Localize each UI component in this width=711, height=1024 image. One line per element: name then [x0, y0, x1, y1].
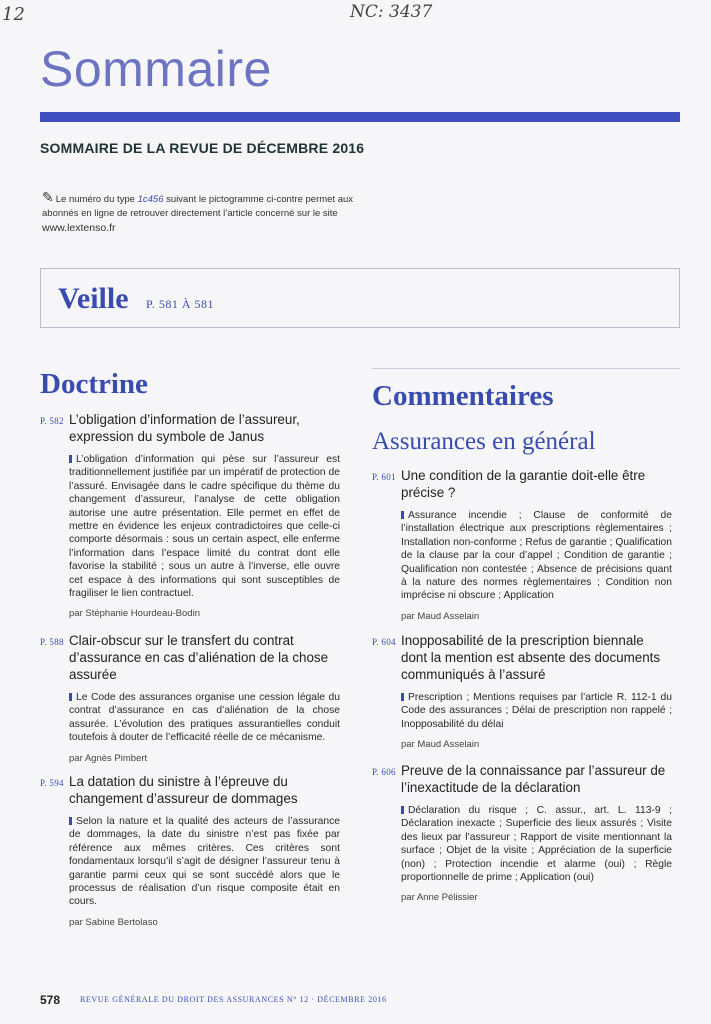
doctrine-entry[interactable]: [40, 411, 340, 619]
bullet-marker: [401, 693, 404, 701]
note-text-pre: Le numéro du type: [55, 194, 135, 205]
entry-headline: P. 588 Clair-obscur sur le transfert du contrat d’assurance en cas d’aliénation de la chose assurée: [40, 633, 329, 682]
pictogram-icon: ✎: [42, 189, 54, 205]
handwritten-corner-note: 12: [2, 4, 25, 25]
entry-page-ref: P. 582: [40, 416, 64, 426]
entry-author: par Sabine Bertolaso: [69, 916, 158, 928]
entry-headline: P. 582 L’obligation d’information de l’assureur, expression du symbole de Janus: [40, 412, 300, 444]
bullet-marker: [401, 806, 404, 814]
entry-page-ref: P. 594: [40, 778, 64, 788]
online-access-note: [42, 190, 372, 236]
commentaires-heading: Commentaires: [372, 380, 554, 412]
entry-summary: L’obligation d’information qui pèse sur l’assureur est traditionnellement justifiée par un impératif de protection de l’assuré. Envisagée dans le cadre spécifique du thème du changement d’assureur, l’analyse de cette obligation autorise une autre présentation. Elle permet en effet de mettre en évidence les enjeux contradictoires que celle-ci comporte désormais : sous un certain aspect, elle enferme l’information dans l’espace limité du contrat dont elle favorise la stabilité ; sous un autre à l’inverse, elle ouvre cet espace à des informations qui sont susceptibles de fragiliser le lien contractuel.: [69, 454, 340, 600]
entry-summary: Selon la nature et la qualité des acteurs de l’assurance de dommages, la date du sinistre n’est pas fixée par référence aux mêmes critères. Ces critères sont fondamentaux lorsqu’il s’agit de désigner l’assureur tenu à garantie parmi ceux qui se sont succédé alors que le processus de réalisation d’un risque composite était en cours.: [69, 816, 340, 908]
note-text-post: suivant le pictogramme ci-contre permet aux abonnés en ligne de retrouver directement l’article concerné sur le site: [42, 194, 354, 219]
entry-summary: Prescription ; Mentions requises par l’article R. 112-1 du Code des assurances ; Délai de prescription non rappelé ; Inopposabilité du délai: [401, 692, 672, 730]
entry-page-ref: P. 601: [372, 472, 396, 482]
commentaire-entry[interactable]: [372, 762, 672, 903]
entry-page-ref: P. 588: [40, 637, 64, 647]
bullet-marker: [69, 817, 72, 825]
entry-headline: P. 604 Inopposabilité de la prescription biennale dont la mention est absente des documents communiqués à l’assuré: [372, 633, 661, 682]
folio-number: 578: [40, 993, 61, 1007]
veille-frame: [40, 268, 680, 328]
page-title: Sommaire: [40, 41, 272, 97]
entry-headline: P. 606 Preuve de la connaissance par l’assureur de l’inexactitude de la déclaration: [372, 763, 666, 795]
entry-author: par Maud Asselain: [401, 610, 480, 622]
assurances-subheading: Assurances en général: [372, 428, 596, 455]
entry-summary: Assurance incendie ; Clause de conformité de l’installation électrique aux prescriptions règlementaires ; Installation non-conforme ; Refus de garantie ; Qualification de la clause par la cour d’appel ; Condition de garantie ; Qualification non contestée ; Absence de précisions quant à la nature des normes règlementaires ; Condition non imprécise ni obscure ; Application: [401, 510, 672, 602]
veille-title: Veille: [58, 282, 129, 315]
doctrine-entry[interactable]: [40, 773, 340, 928]
entry-headline: P. 601 Une condition de la garantie doit-elle être précise ?: [372, 468, 646, 500]
entry-summary: Déclaration du risque ; C. assur., art. L. 113-9 ; Déclaration inexacte ; Superficie des lieux assurés ; Visite des lieux par l’assureur ; Rapport de visite mentionnant la surface ; Objet de la visite ; Appréciation de la superficie (non) ; Protection incendie et alarme (oui) ; Règle proportionnelle de prime ; Application (oui): [401, 805, 672, 884]
veille-pages: P. 581 À 581: [146, 297, 215, 311]
entry-author: par Anne Pélissier: [401, 892, 478, 904]
entry-author: par Maud Asselain: [401, 739, 480, 751]
bullet-marker: [69, 693, 72, 701]
entry-page-ref: P. 604: [372, 637, 396, 647]
entry-summary: Le Code des assurances organise une cession légale du contrat d’assurance en cas d’aliénation de la chose assurée. L’évolution des pratiques assurantielles conduit toutefois à douter de l’efficacité réelle de ce mécanisme.: [69, 692, 340, 744]
commentaire-entry[interactable]: [372, 632, 672, 750]
bullet-marker: [69, 455, 72, 463]
running-footer: REVUE GÉNÉRALE DU DROIT DES ASSURANCES N° 12 · DÉCEMBRE 2016: [80, 995, 387, 1004]
lextenso-link[interactable]: www.lextenso.fr: [42, 222, 116, 234]
entry-author: par Stéphanie Hourdeau-Bodin: [69, 608, 200, 620]
column-divider: [372, 368, 680, 369]
note-code-example: 1c456: [137, 194, 164, 205]
issue-subtitle: SOMMAIRE DE LA REVUE DE DÉCEMBRE 2016: [40, 140, 365, 156]
entry-author: par Agnès Pimbert: [69, 752, 148, 764]
title-rule: [40, 112, 680, 122]
commentaire-entry[interactable]: [372, 467, 672, 622]
entry-headline: P. 594 La datation du sinistre à l’épreuve du changement d’assureur de dommages: [40, 774, 298, 806]
handwritten-reference: NC: 3437: [350, 2, 433, 22]
entry-page-ref: P. 606: [372, 767, 396, 777]
doctrine-heading: Doctrine: [40, 368, 148, 400]
doctrine-entry[interactable]: [40, 632, 340, 764]
bullet-marker: [401, 511, 404, 519]
